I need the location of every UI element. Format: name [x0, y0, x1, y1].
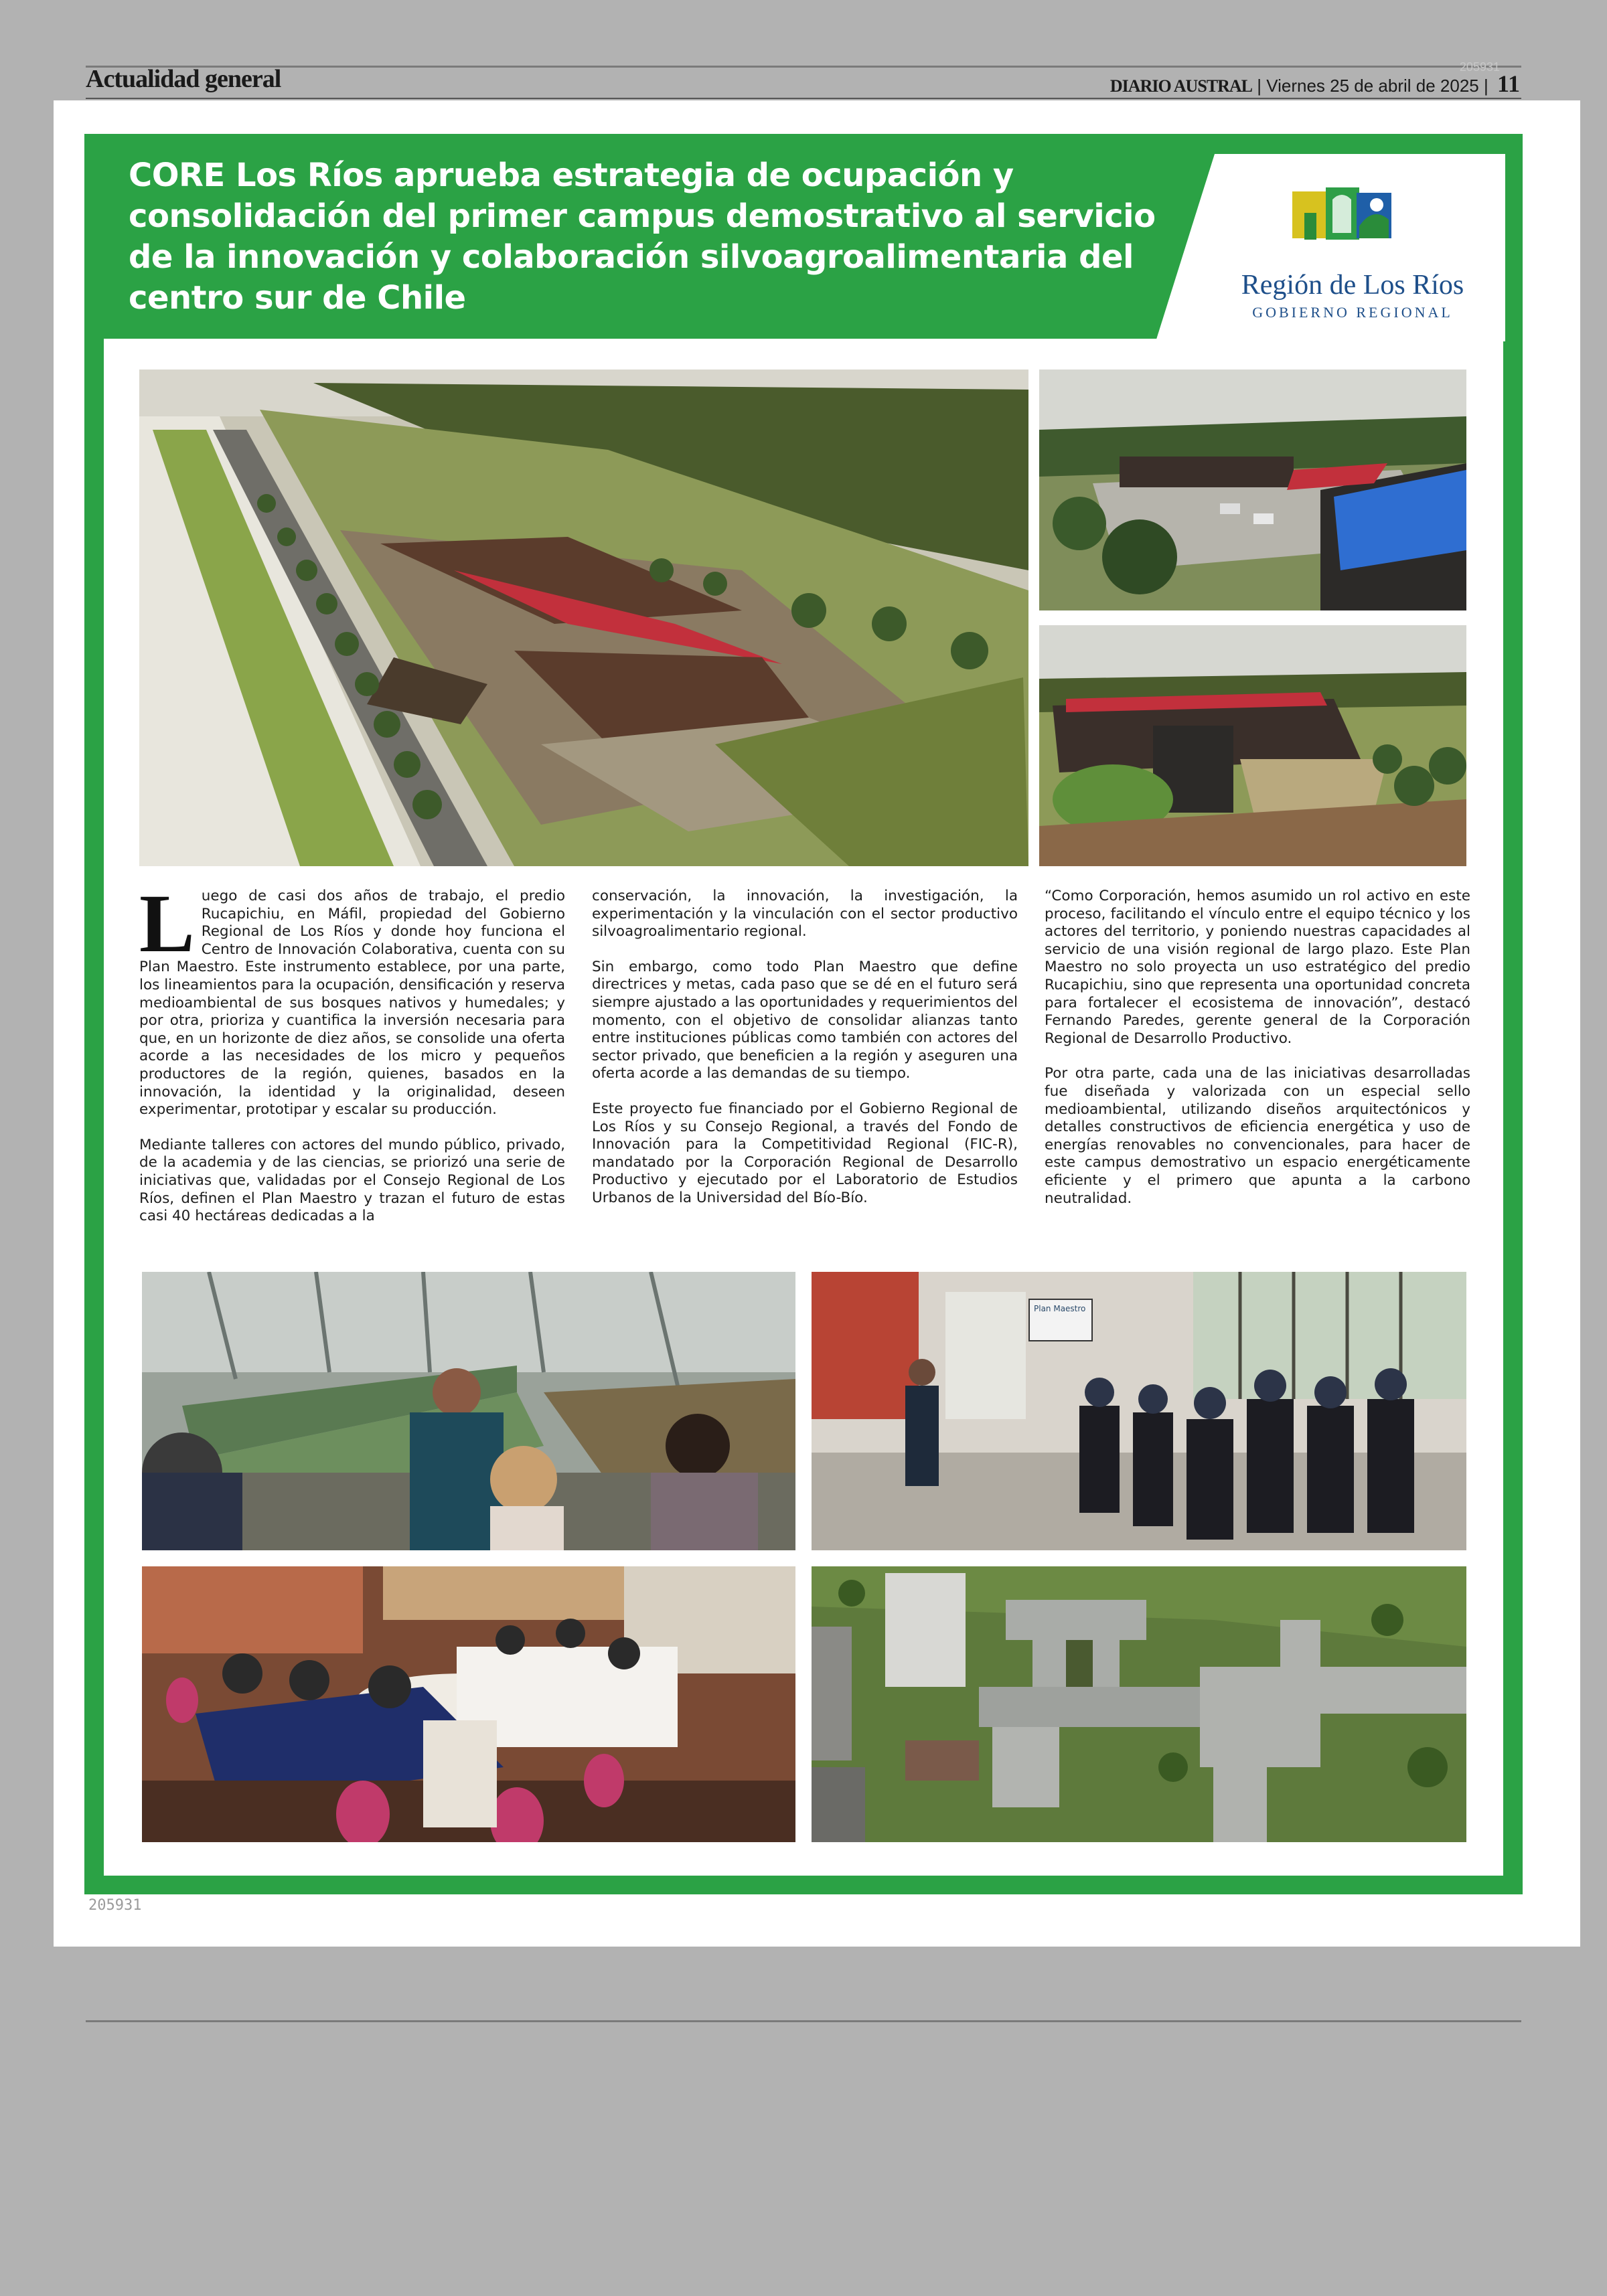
drop-cap: L	[139, 878, 195, 969]
presentation-screen	[1028, 1299, 1093, 1341]
col2-paragraph-2: Sin embargo, como todo Plan Maestro que define directrices y metas, cada paso que se dé en el futuro será siempre ajustado a las oportunidades y requerimientos del momento, con el objetivo de consolidar alianzas tanto entre instituciones públicas como también con actores del sector privado, que beneficien a la región y aseguren una oferta acorde a las demandas de su tiempo.	[592, 958, 1018, 1082]
article-column-3	[1045, 888, 1470, 1225]
greenhouse-visit-photo	[142, 1272, 795, 1550]
section-label: Actualidad general	[86, 65, 281, 93]
col1-paragraph-2: Mediante talleres con actores del mundo público, privado, de la academia y de las ciencias, se priorizó una serie de iniciativas que, validadas por el Consejo Regional de Los Ríos, definen el Plan Maestro y trazan el futuro de estas casi 40 hectáreas dedicadas a la	[139, 1136, 565, 1225]
col2-paragraph-3: Este proyecto fue financiado por el Gobierno Regional de Los Ríos y su Consejo Regional, a través del Fondo de Innovación para la Competitividad Regional (FIC-R), mandatado por la Corporación Regional de Desarrollo Productivo y ejecutado por el Laboratorio de Estudios Urbanos de la Universidad del Bío-Bío.	[592, 1100, 1018, 1206]
building-solar-render-photo	[1039, 370, 1466, 610]
col3-paragraph-1: “Como Corporación, hemos asumido un rol activo en este proceso, facilitando el vínculo entre el equipo técnico y los actores del territorio, y poniendo nuestras capacidades al servicio de una visión regional de largo plazo. Este Plan Maestro no solo proyecta un uso estratégico del predio Rucapichiu, sino que representa una oportunidad concreta para fortalecer el ecosistema de innovación”, destacó Fernando Paredes, gerente general de la Corporación Regional de Desarrollo Productivo.	[1045, 888, 1470, 1047]
presentation-slide-title: Plan Maestro	[1034, 1304, 1086, 1313]
page-number: 11	[1497, 70, 1520, 97]
article-column-1	[139, 878, 565, 1243]
presentation-meeting-photo	[812, 1272, 1466, 1550]
article-column-2	[592, 888, 1018, 1225]
region-logo	[1225, 186, 1480, 327]
campus-aerial-drone-photo	[812, 1566, 1466, 1842]
footer-code: 205931	[88, 1897, 142, 1914]
courtyard-render-photo	[1039, 625, 1466, 866]
col2-paragraph-1: conservación, la innovación, la investigación, la experimentación y la vinculación con el sector productivo silvoagroalimentario regional.	[592, 888, 1018, 940]
col1-paragraph-1: uego de casi dos años de trabajo, el predio Rucapichiu, en Máfil, propiedad del Gobierno Regional de Los Ríos y donde hoy funciona el Centro de Innovación Colaborativa, cuenta con su Plan Maestro. Este instrumento establece, por una parte, los lineamientos para la ocupación, densificación y reserva medioambiental de sus bosques nativos y humedales; y por otra, prioriza y cuantifica la inversión necesaria para que, en un horizonte de diez años, se consolide una oferta acorde a las necesidades de los micro y pequeños productores de la región, quienes, basados en la innovación, la identidad y la originalidad, deseen experimentar, prototipar y escalar su producción.	[139, 888, 565, 1119]
masthead	[1109, 60, 1520, 98]
campus-aerial-render-photo	[139, 370, 1028, 866]
article-headline: CORE Los Ríos aprueba estrategia de ocupación y consolidación del primer campus demostrativo al servicio de la innovación y colaboración silvoagroalimentaria del centro sur de Chile	[129, 157, 1156, 317]
col3-paragraph-2: Por otra parte, cada una de las iniciativas desarrolladas fue diseñada y valorizada con un especial sello medioambiental, utilizando diseños arquitectónicos y detalles constructivos de eficiencia energética y uso de energías renovables no convencionales, para hacer de este campus demostrativo un espacio energéticamente eficiente y el primero que apunta a la carbono neutralidad.	[1045, 1065, 1470, 1207]
workshop-tables-photo	[142, 1566, 795, 1842]
logo-title: Región de Los Ríos	[1241, 270, 1464, 301]
issue-date: | Viernes 25 de abril de 2025 |	[1257, 76, 1488, 96]
header-code: 205931	[1459, 60, 1500, 74]
newspaper-brand: DIARIO AUSTRAL	[1109, 76, 1253, 96]
logo-subtitle: GOBIERNO REGIONAL	[1252, 304, 1453, 321]
